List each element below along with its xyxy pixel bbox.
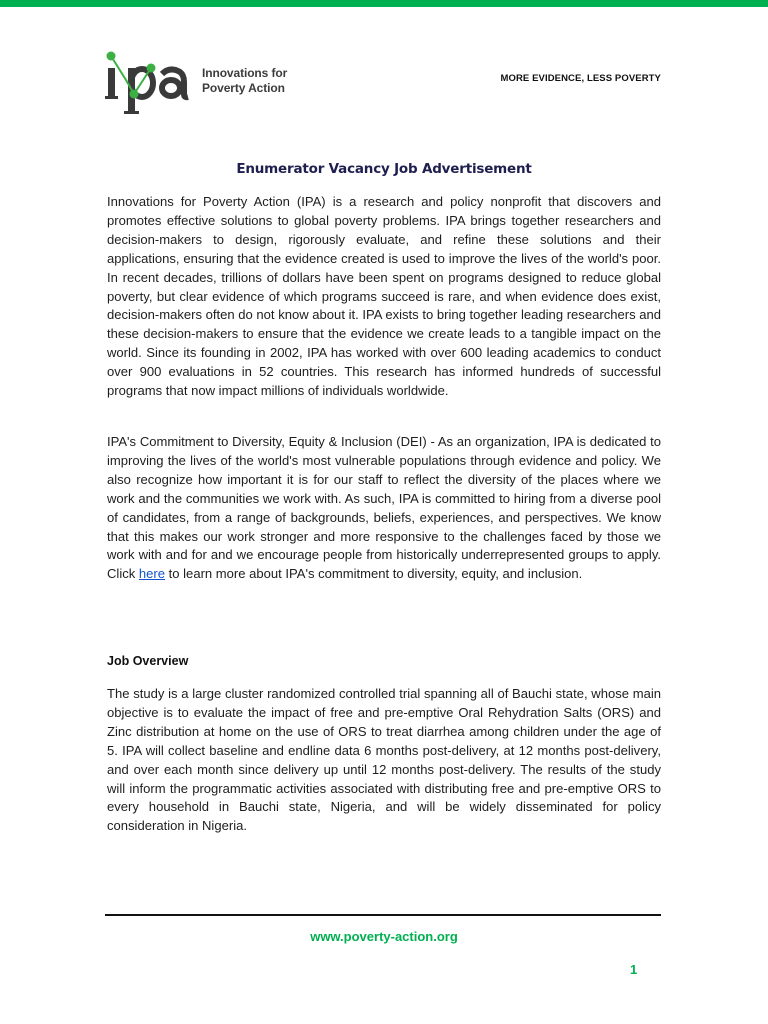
top-accent-bar bbox=[0, 0, 768, 7]
ipa-logo bbox=[104, 50, 294, 116]
job-overview-paragraph: The study is a large cluster randomized controlled trial spanning all of Bauchi state, whose main objective is to evaluate the impact of free and pre-emptive Oral Rehydration Salts (ORS) and Zinc distribution at home on the use of ORS to treat diarrhea among children under the age of 5. IPA will collect baseline and endline data 6 months post-delivery, at 12 months post-delivery, and over each month since delivery up until 12 months post-delivery. The results of the study will inform the programmatic activities associated with distributing free and pre-emptive ORS to every household in Bauchi state, Nigeria, and will be widely disseminated for policy consideration in Nigeria. bbox=[107, 686, 661, 834]
dei-text-after-link: to learn more about IPA's commitment to diversity, equity, and inclusion. bbox=[165, 566, 583, 582]
page-number: 1 bbox=[630, 962, 638, 977]
dei-paragraph bbox=[107, 433, 661, 584]
dei-learn-more-link[interactable]: here bbox=[138, 566, 166, 582]
logo-line-1: Innovations for bbox=[202, 66, 288, 80]
job-overview-heading: Job Overview bbox=[107, 654, 189, 668]
ipa-logo-mark-icon bbox=[104, 50, 204, 116]
footer-divider bbox=[105, 914, 661, 916]
logo-line-2: Poverty Action bbox=[202, 81, 285, 95]
intro-paragraph: Innovations for Poverty Action (IPA) is a research and policy nonprofit that discovers and promotes effective solutions to global poverty problems. IPA brings together researchers and decision-makers to design, rigorously evaluate, and refine these solutions and their applications, ensuring that the evidence created is used to improve the lives of the world's poor. In recent decades, trillions of dollars have been spent on programs designed to reduce global poverty, but clear evidence of which programs succeed is rare, and when evidence does exist, decision-makers often do not know about it. IPA exists to bring together leading researchers and these decision-makers to ensure that the evidence we create leads to a tangible impact on the world. Since its founding in 2002, IPA has worked with over 600 leading academics to conduct over 900 evaluations in 52 countries. This research has informed hundreds of successful programs that now impact millions of individuals worldwide. bbox=[107, 194, 661, 399]
footer-website[interactable]: www.poverty-action.org bbox=[310, 929, 458, 944]
dei-text-before-link: IPA's Commitment to Diversity, Equity & Inclusion (DEI) - As an organization, IPA is dedicated to improving the lives of the world's most vulnerable populations through evidence and policy. We also recognize how important it is for our staff to reflect the diversity of the places where we work and the communities we work with. As such, IPA is committed to hiring from a diverse pool of candidates, from a range of backgrounds, beliefs, experiences, and perspectives. We know that this makes our work stronger and more responsive to the challenges faced by those we work with and for and we encourage people from historically underrepresented groups to apply. Click bbox=[107, 434, 661, 582]
document-title: Enumerator Vacancy Job Advertisement bbox=[236, 161, 532, 177]
logo-wordmark bbox=[202, 66, 287, 96]
header-tagline: MORE EVIDENCE, LESS POVERTY bbox=[500, 73, 661, 84]
